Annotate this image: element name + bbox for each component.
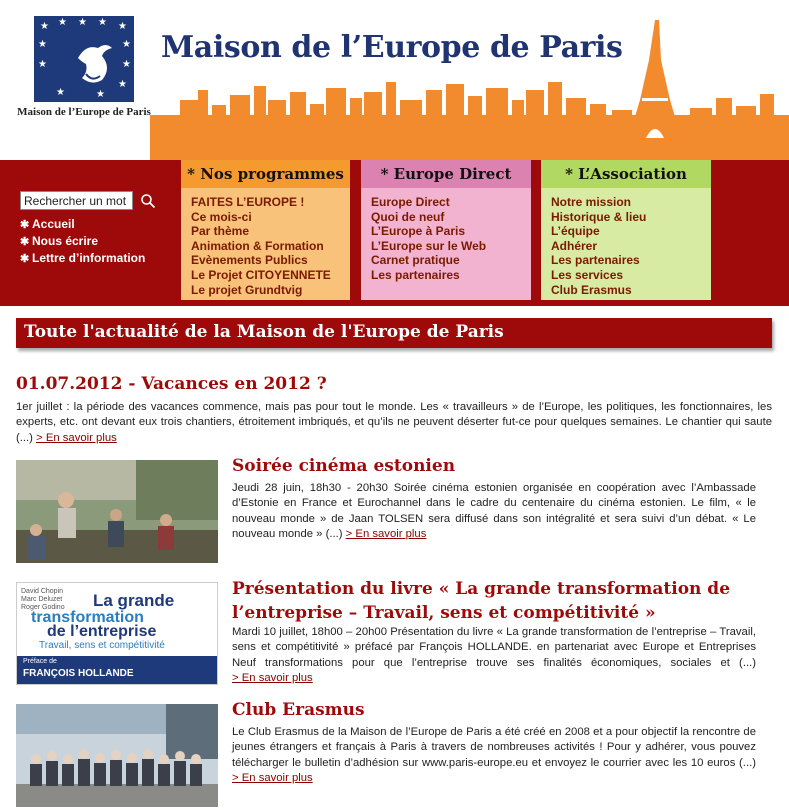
menu-item[interactable]: L’Europe sur le Web — [371, 238, 487, 253]
menu-item[interactable]: L’équipe — [551, 224, 600, 239]
section-title: Toute l'actualité de la Maison de l'Europe de Paris — [24, 322, 504, 342]
menu-item[interactable]: Evènements Publics — [191, 253, 308, 268]
menu-item[interactable]: FAITES L’EUROPE ! — [191, 195, 305, 209]
quicklink-lettre-information[interactable] — [20, 250, 145, 267]
quicklink-label: Lettre d’information — [32, 251, 146, 265]
quicklink-label: Accueil — [32, 217, 75, 231]
article-text — [232, 481, 756, 542]
article-title[interactable]: Club Erasmus — [232, 700, 365, 720]
menu-item[interactable]: Carnet pratique — [371, 253, 460, 268]
article-title[interactable] — [232, 577, 730, 625]
search-icon[interactable] — [140, 193, 156, 209]
book-preface-label: Préface de — [23, 658, 57, 665]
asterisk-icon: ✱ — [20, 236, 30, 248]
menu-item[interactable]: Notre mission — [551, 195, 632, 209]
book-title-line: transformation — [31, 609, 144, 626]
menu-item[interactable]: Les partenaires — [551, 253, 640, 268]
dove-icon — [72, 38, 116, 88]
book-author: Roger Godino — [21, 604, 65, 611]
article-summary: Le Club Erasmus de la Maison de l’Europe de Paris a été créé en 2008 et a pour objectif la rencontre de jeunes étrangers et français à Paris à travers de nombreuses activités ! Pour y adhérer, vous pouvez télécharger le bulletin d’adhésion sur www.paris-europe.eu et envoyez le courrier avec les 10 euros (...) — [232, 726, 756, 769]
menu-item[interactable]: Les services — [551, 267, 624, 282]
quicklink-accueil[interactable] — [20, 216, 145, 233]
section-banner — [16, 318, 772, 348]
book-cover-band — [17, 656, 217, 684]
menu-item[interactable]: Le projet Grundtvig — [191, 282, 303, 297]
article-text — [16, 400, 772, 446]
menu-nos-programmes — [181, 160, 350, 300]
book-author: David Chopin — [21, 588, 64, 595]
menu-title[interactable]: * Europe Direct — [361, 160, 531, 188]
article-title-line: Présentation du livre « La grande transformation de — [232, 579, 731, 599]
article-text — [232, 625, 756, 686]
read-more-link[interactable]: > En savoir plus — [345, 527, 427, 540]
menu-item[interactable]: Quoi de neuf — [371, 209, 445, 224]
logo-caption: Maison de l’Europe de Paris — [17, 106, 151, 118]
menu-title[interactable]: * L’Association — [541, 160, 711, 188]
quicklink-label: Nous écrire — [32, 234, 99, 248]
menu-item[interactable]: Club Erasmus — [551, 282, 632, 297]
book-cover-thumbnail[interactable] — [16, 582, 218, 685]
menu-title[interactable]: * Nos programmes — [181, 160, 350, 188]
search-input[interactable] — [20, 191, 133, 210]
read-more-link[interactable]: > En savoir plus — [232, 671, 313, 684]
menu-association — [541, 160, 711, 300]
asterisk-icon: ✱ — [20, 253, 30, 265]
book-title-line: de l’entreprise — [47, 623, 157, 640]
menu-item[interactable]: Le Projet CITOYENNETE — [191, 267, 331, 282]
read-more-link[interactable]: > En savoir plus — [232, 771, 313, 784]
article-title-line: l’entreprise – Travail, sens et compétitivité » — [232, 603, 656, 623]
article-summary: Mardi 10 juillet, 18h00 – 20h00 Présentation du livre « La grande transformation de l’entreprise – Travail, sens et compétitivité » préfacé par François HOLLANDE. en partenariat avec Europe et Entreprises Neuf transformations pour que l’entreprise trouve ses finalités économiques, sociales et (...) — [232, 626, 756, 669]
asterisk-icon: ✱ — [20, 219, 30, 231]
eu-flag-emblem: ★ ★ ★ ★ ★ ★ ★ ★ ★ ★ ★ ★ — [34, 16, 134, 102]
article-thumbnail-photo[interactable] — [16, 704, 218, 807]
book-subtitle: Travail, sens et compétitivité — [39, 640, 165, 651]
logo[interactable] — [14, 10, 154, 122]
menu-item[interactable]: Les partenaires — [371, 267, 460, 282]
article-summary: 1er juillet : la période des vacances commence, mais pas pour tout le monde. Les « travailleurs » de l’Europe, les politiques, les fonctionnaires, les experts, etc. ont devant eux trois chantiers, étroitement imbriqués, et qu’ils ne peuvent déserter fut-ce pour quelques semaines. Le chantier qui saute (...) — [16, 401, 772, 444]
article-title[interactable]: Soirée cinéma estonien — [232, 456, 456, 476]
article-summary: Jeudi 28 juin, 18h30 - 20h30 Soirée cinéma estonien organisée en coopération avec l’Ambassade d’Estonie en France et Eurochannel dans le cadre du centenaire du cinéma estonien. Le film, « le nouveau monde » de Jaan TOLSEN sera diffusé dans son intégralité et sera suivi d’un débat. « Le nouveau monde » (...) — [232, 482, 756, 540]
menu-europe-direct — [361, 160, 531, 300]
site-header — [0, 0, 789, 160]
menu-item[interactable]: Ce mois-ci — [191, 209, 252, 224]
article-text — [232, 725, 756, 786]
menu-item[interactable]: Historique & lieu — [551, 209, 647, 224]
menu-item[interactable]: Europe Direct — [371, 195, 450, 209]
menu-item[interactable]: Animation & Formation — [191, 238, 324, 253]
book-prefacer: FRANÇOIS HOLLANDE — [23, 668, 134, 679]
article-thumbnail-photo[interactable] — [16, 460, 218, 563]
menu-item[interactable]: L’Europe à Paris — [371, 224, 466, 239]
site-title[interactable]: Maison de l’Europe de Paris — [161, 30, 623, 65]
article-title[interactable]: 01.07.2012 - Vacances en 2012 ? — [16, 374, 327, 394]
quicklink-nous-ecrire[interactable] — [20, 233, 145, 250]
menu-item[interactable]: Adhérer — [551, 238, 598, 253]
menu-item[interactable]: Par thème — [191, 224, 250, 239]
read-more-link[interactable]: > En savoir plus — [36, 431, 117, 444]
quick-links — [20, 216, 145, 267]
book-title-line: La grande — [93, 591, 175, 610]
book-author: Marc Deluzet — [21, 596, 63, 603]
